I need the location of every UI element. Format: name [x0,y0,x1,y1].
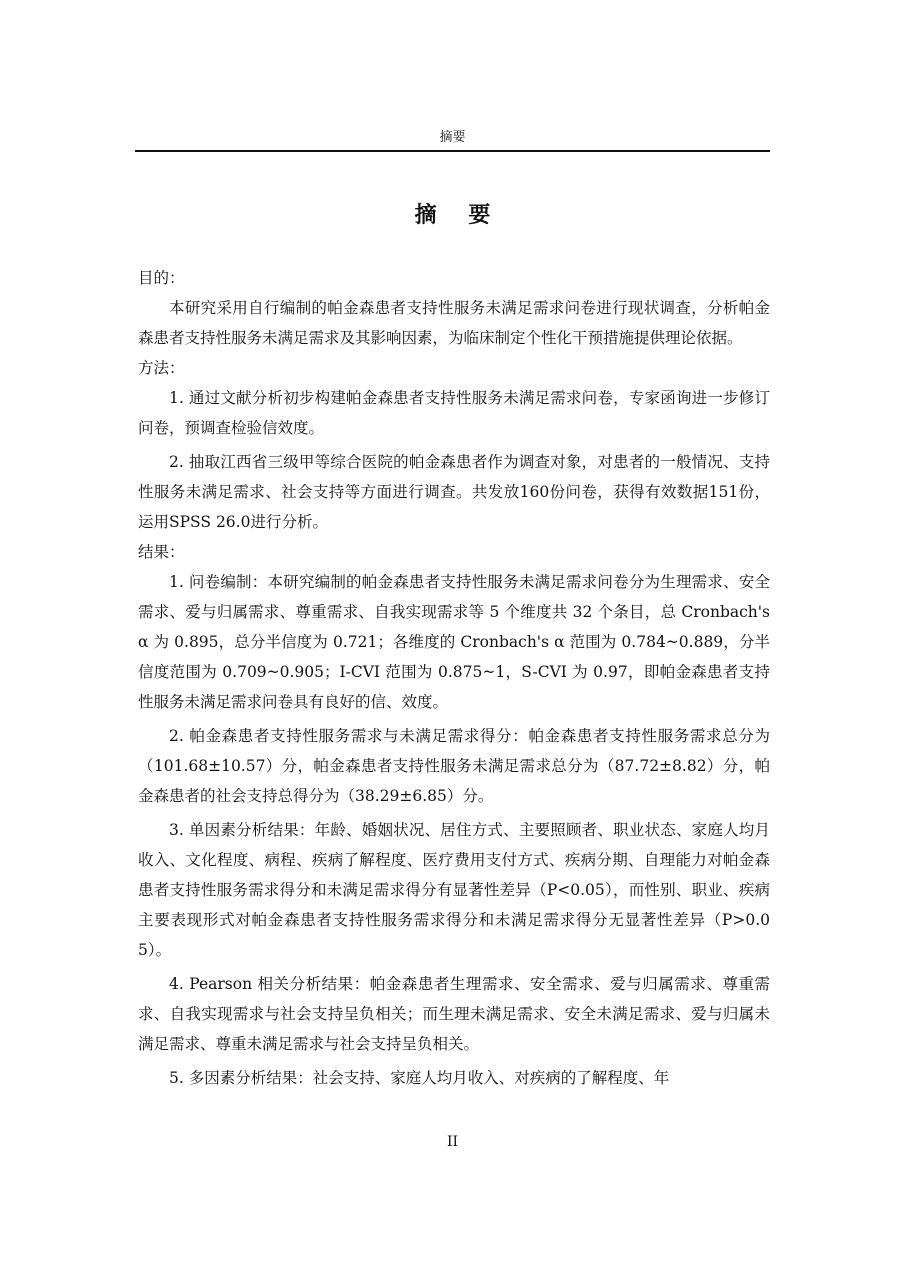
page-number: II [446,1134,459,1150]
paragraph-method-1: 1. 通过文献分析初步构建帕金森患者支持性服务未满足需求问卷，专家函询进一步修订问卷，预调查检验信效度。 [138,389,770,437]
section-label-results: 结果： [138,543,185,561]
paragraph-result-1: 1. 问卷编制：本研究编制的帕金森患者支持性服务未满足需求问卷分为生理需求、安全需求、爱与归属需求、尊重需求、自我实现需求等 5 个维度共 32 个条目，总 Cronbach's α 为 0.895，总分半信度为 0.721；各维度的 Cronbach's α 范围为 0.784~0.889，分半信度范围为 0.709~0.905；I-CVI 范围为 0.875~1，S-CVI 为 0.97，即帕金森患者支持性服务未满足需求问卷具有良好的信、效度。 [138,573,770,711]
abstract-body [138,263,770,1093]
section-label-methods: 方法： [138,359,185,377]
section-label-purpose: 目的： [138,269,185,287]
paragraph-result-2: 2. 帕金森患者支持性服务需求与未满足需求得分：帕金森患者支持性服务需求总分为（101.68±10.57）分，帕金森患者支持性服务未满足需求总分为（87.72±8.82）分，帕金森患者的社会支持总得分为（38.29±6.85）分。 [138,727,770,805]
running-header: 摘要 [439,130,466,145]
paragraph-result-3: 3. 单因素分析结果：年龄、婚姻状况、居住方式、主要照顾者、职业状态、家庭人均月收入、文化程度、病程、疾病了解程度、医疗费用支付方式、疾病分期、自理能力对帕金森患者支持性服务需求得分和未满足需求得分有显著性差异（P<0.05），而性别、职业、疾病主要表现形式对帕金森患者支持性服务需求得分和未满足需求得分无显著性差异（P>0.05）。 [138,821,770,959]
paragraph-method-2: 2. 抽取江西省三级甲等综合医院的帕金森患者作为调查对象，对患者的一般情况、支持性服务未满足需求、社会支持等方面进行调查。共发放160份问卷，获得有效数据151份，运用SPSS 26.0进行分析。 [138,453,770,531]
paragraph-purpose: 本研究采用自行编制的帕金森患者支持性服务未满足需求问卷进行现状调查，分析帕金森患者支持性服务未满足需求及其影响因素，为临床制定个性化干预措施提供理论依据。 [138,299,770,347]
paragraph-result-5: 5. 多因素分析结果：社会支持、家庭人均月收入、对疾病的了解程度、年 [169,1069,670,1087]
page-title: 摘 要 [414,203,503,228]
header-rule [135,150,770,152]
paragraph-result-4: 4. Pearson 相关分析结果：帕金森患者生理需求、安全需求、爱与归属需求、尊重需求、自我实现需求与社会支持呈负相关；而生理未满足需求、安全未满足需求、爱与归属未满足需求、尊重未满足需求与社会支持呈负相关。 [138,975,770,1053]
